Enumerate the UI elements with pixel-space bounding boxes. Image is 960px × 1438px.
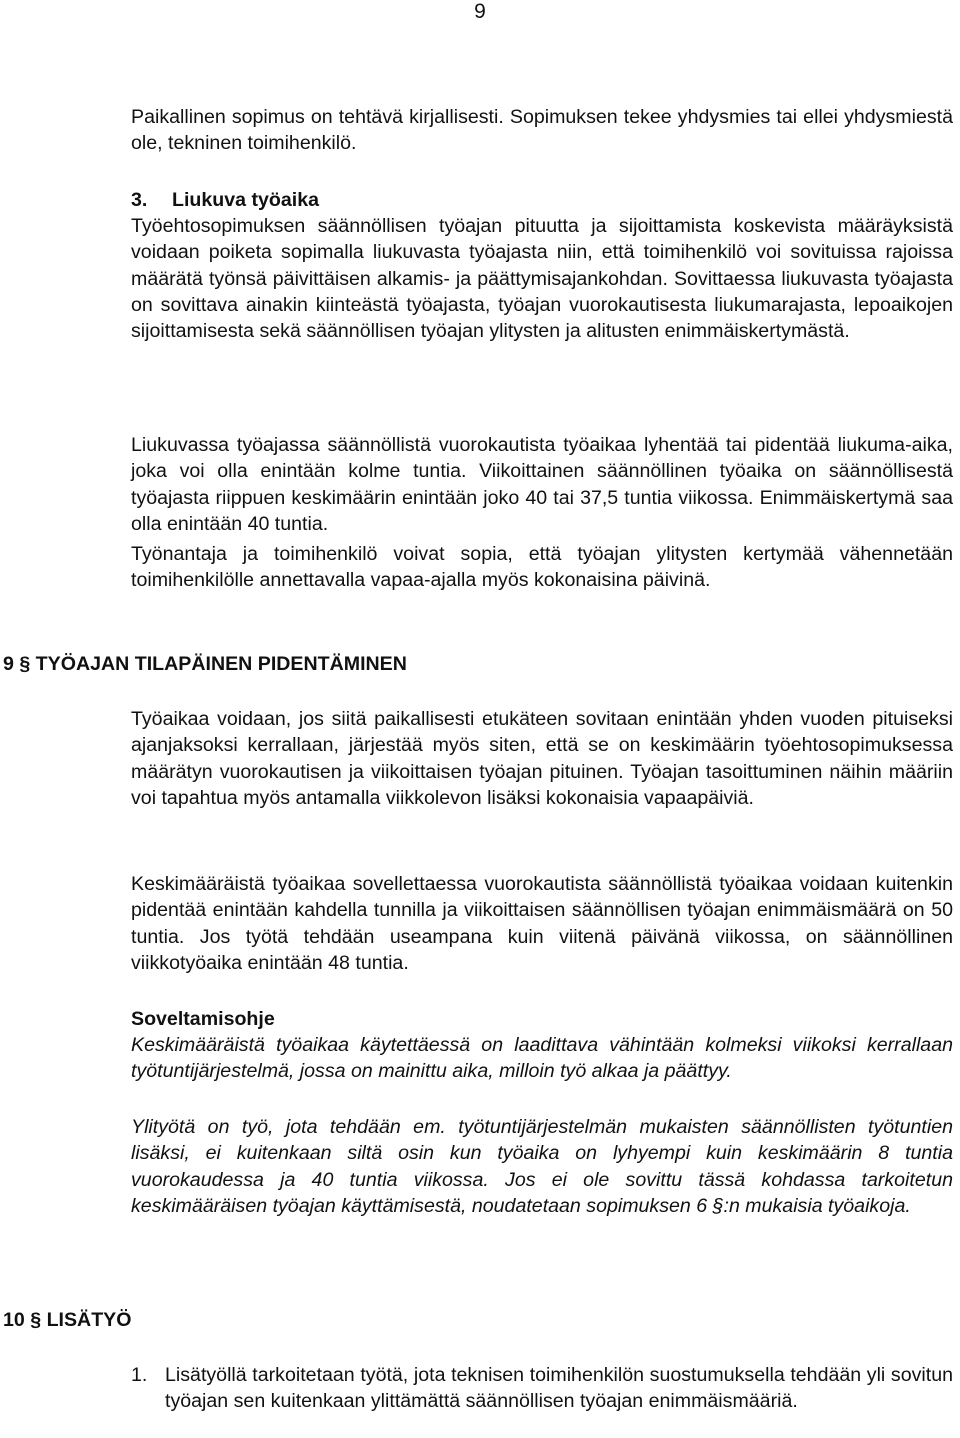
section-10-heading: 10 § LISÄTYÖ (3, 1309, 132, 1331)
section-9-paragraph-1: Työaikaa voidaan, jos siitä paikallisesti etukäteen sovitaan enintään yhden vuoden pituiseksi ajanjaksoksi kerrallaan, järjestää myös siten, että se on keskimäärin työehtosopimuksessa määrätyn vuorokautisen ja viikoittaisen työajan pituinen. Työajan tasoittuminen näihin määriin voi tapahtua myös antamalla viikkolevon lisäksi kokonaisia vapaapäiviä. (131, 708, 953, 809)
section-3-title: Liukuva työaika (172, 189, 320, 211)
section-3-heading (131, 187, 953, 213)
guidance-paragraph-1: Keskimääräistä työaikaa käytettäessä on laadittava vähintään kolmeksi viikoksi kerrallaan työtuntijärjestelmä, jossa on mainittu aika, milloin työ alkaa ja päättyy. (131, 1034, 953, 1083)
section-9-heading: 9 § TYÖAJAN TILAPÄINEN PIDENTÄMINEN (3, 653, 407, 675)
section-3-paragraph-3: Työnantaja ja toimihenkilö voivat sopia, että työajan ylitysten kertymää vähennetään toimihenkilölle annettavalla vapaa-ajalla myös kokonaisina päivinä. (131, 543, 953, 592)
guidance-title: Soveltamisohje (131, 1008, 275, 1030)
intro-paragraph: Paikallinen sopimus on tehtävä kirjallisesti. Sopimuksen tekee yhdysmies tai ellei yhdysmiestä ole, tekninen toimihenkilö. (131, 106, 953, 155)
section-10-item-text: Lisätyöllä tarkoitetaan työtä, jota teknisen toimihenkilön suostumuksella tehdään yli sovitun työajan sen kuitenkaan ylittämättä säännöllisen työajan enimmäismääriä. (165, 1364, 953, 1413)
section-3-number: 3. (131, 189, 148, 211)
section-3-paragraph-2: Liukuvassa työajassa säännöllistä vuorokautista työaikaa lyhentää tai pidentää liukuma-aika, joka voi olla enintään kolme tuntia. Viikoittainen säännöllinen työaika on säännöllisestä työajasta riippuen keskimäärin enintään joko 40 tai 37,5 tuntia viikossa. Enimmäiskertymä saa olla enintään 40 tuntia. (131, 434, 953, 535)
guidance-paragraph-2: Ylityötä on työ, jota tehdään em. työtuntijärjestelmän mukaisten säännöllisten työtuntien lisäksi, ei kuitenkaan siltä osin kun työaika on lyhyempi kuin keskimäärin 8 tuntia vuorokaudessa ja 40 tuntia viikossa. Jos ei ole sovittu tässä kohdassa tarkoitetun keskimääräisen työajan käyttämisestä, noudatetaan sopimuksen 6 §:n mukaisia työaikoja. (131, 1116, 953, 1217)
section-10-item-number: 1. (131, 1364, 148, 1386)
section-3-paragraph-1: Työehtosopimuksen säännöllisen työajan pituutta ja sijoittamista koskevista määräyksistä voidaan poiketa sopimalla liukuvasta työajasta niin, että toimihenkilö voi sovituissa rajoissa määrätä työnsä päivittäisen alkamis- ja päättymisajankohdan. Sovittaessa liukuvasta työajasta on sovittava ainakin kiinteästä työajasta, työajan vuorokautisesta liukumarajasta, lepoaikojen sijoittamisesta sekä säännöllisen työajan ylitysten ja alitusten enimmäiskertymästä. (131, 215, 953, 343)
page-number: 9 (474, 0, 486, 23)
section-9-paragraph-2: Keskimääräistä työaikaa sovellettaessa vuorokautista säännöllistä työaikaa voidaan kuitenkin pidentää enintään kahdella tunnilla ja viikoittaisen säännöllisen työajan enimmäismäärä on 50 tuntia. Jos työtä tehdään useampana kuin viitenä päivänä viikossa, on säännöllinen viikkotyöaika enintään 48 tuntia. (131, 873, 953, 974)
